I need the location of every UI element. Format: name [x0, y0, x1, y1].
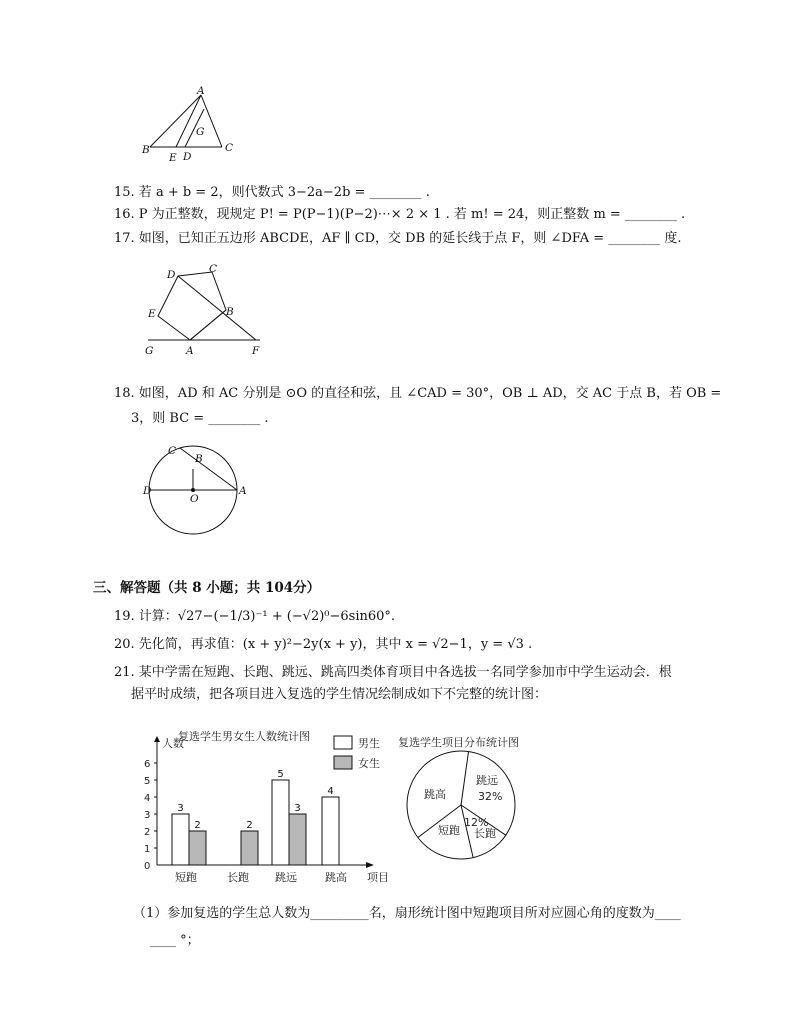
- bar-value-label: 3: [177, 803, 184, 814]
- bar-女生: [189, 831, 206, 865]
- bar-女生: [241, 831, 258, 865]
- label-G: G: [196, 126, 205, 138]
- y-tick-label: 2: [144, 827, 151, 838]
- label-C: C: [225, 142, 234, 154]
- pie-slice-value: 32%: [478, 790, 503, 803]
- pie-slice-value: 12%: [464, 816, 489, 829]
- pentagon-figure: [140, 262, 270, 358]
- x-tick-label: 短跑: [175, 871, 197, 884]
- question-18-line2: 3，则 BC = ________ .: [131, 411, 269, 426]
- x-tick-label: 跳高: [325, 871, 347, 884]
- label-D: D: [183, 151, 192, 163]
- bar-男生: [172, 814, 189, 865]
- label-F: F: [252, 345, 260, 357]
- x-tick-label: 长跑: [227, 871, 249, 884]
- legend-swatch: [334, 736, 352, 749]
- question-16: 16. P 为正整数，现规定 P! = P(P−1)(P−2)⋯× 2 × 1 . 若 m! = 24，则正整数 m = ________ .: [114, 207, 686, 222]
- bar-男生: [272, 780, 289, 865]
- question-21-sub1-line2: ____ °；: [150, 933, 200, 948]
- bar-value-label: 2: [246, 820, 253, 831]
- label-G: G: [145, 345, 154, 357]
- label-A: A: [186, 345, 194, 357]
- y-tick-label: 4: [144, 793, 151, 804]
- label-E: E: [169, 152, 177, 164]
- y-tick-label: 3: [144, 810, 151, 821]
- circle-figure: [140, 440, 250, 540]
- label-C: C: [168, 445, 177, 457]
- label-B: B: [226, 306, 234, 318]
- bar-value-label: 2: [194, 820, 201, 831]
- label-D: D: [167, 269, 176, 281]
- question-15: 15. 若 a + b = 2，则代数式 3−2a−2b = ________ .: [114, 185, 430, 200]
- question-17: 17. 如图，已知正五边形 ABCDE，AF ∥ CD，交 DB 的延长线于点 F，则 ∠DFA = ________ 度.: [114, 231, 682, 246]
- y-tick-label: 1: [144, 844, 151, 855]
- pie-slice-label: 跳高: [424, 788, 446, 801]
- pie-chart: [398, 750, 528, 860]
- question-20: 20. 先化简，再求值：(x + y)²−2y(x + y)，其中 x = √2−1，y = √3 .: [114, 637, 533, 652]
- bar-value-label: 4: [327, 786, 334, 797]
- label-E: E: [148, 308, 156, 320]
- y-tick-label: 6: [144, 759, 151, 770]
- question-18-line1: 18. 如图，AD 和 AC 分别是 ⊙O 的直径和弦，且 ∠CAD = 30°，OB ⊥ AD，交 AC 于点 B，若 OB =: [114, 386, 722, 401]
- legend-label: 男生: [358, 737, 380, 750]
- label-B: B: [142, 144, 150, 156]
- pie-slice-label: 短跑: [438, 824, 460, 837]
- label-C: C: [209, 263, 218, 275]
- label-D: D: [143, 485, 152, 497]
- question-19: 19. 计算：√27−(−1/3)⁻¹ + (−√2)⁰−6sin60°.: [114, 609, 396, 624]
- bar-女生: [289, 814, 306, 865]
- triangle-figure: [140, 85, 240, 165]
- pie-slice-label: 长跑: [474, 827, 496, 840]
- y-axis-arrow: [154, 736, 160, 742]
- bar-chart-title: 复选学生男女生人数统计图: [178, 730, 310, 743]
- label-A: A: [239, 485, 247, 497]
- x-tick-label: 跳远: [275, 871, 297, 884]
- y-tick-label: 5: [144, 776, 151, 787]
- y-tick-label: 0: [144, 861, 151, 872]
- label-O: O: [190, 493, 199, 505]
- question-21-line1: 21. 某中学需在短跑、长跑、跳远、跳高四类体育项目中各选拔一名同学参加市中学生运动会．根: [114, 665, 672, 680]
- label-A: A: [197, 85, 205, 97]
- y-axis-label: 人数: [162, 737, 184, 750]
- x-axis-label: 项目: [367, 871, 389, 884]
- question-21-sub1-line1: （1）参加复选的学生总人数为_________名，扇形统计图中短跑项目所对应圆心角的度数为____: [133, 906, 681, 921]
- label-B: B: [195, 453, 203, 465]
- section-heading: 三、解答题（共 8 小题；共 104分）: [93, 580, 321, 596]
- legend-label: 女生: [358, 757, 380, 770]
- bar-男生: [322, 797, 339, 865]
- legend-swatch: [334, 756, 352, 769]
- bar-value-label: 3: [294, 803, 301, 814]
- question-21-line2: 据平时成绩，把各项目进入复选的学生情况绘制成如下不完整的统计图：: [131, 687, 548, 702]
- pie-chart-title: 复选学生项目分布统计图: [398, 736, 519, 749]
- bar-value-label: 5: [277, 769, 284, 780]
- x-axis-arrow: [366, 862, 374, 868]
- pie-slice-label: 跳远: [476, 774, 498, 787]
